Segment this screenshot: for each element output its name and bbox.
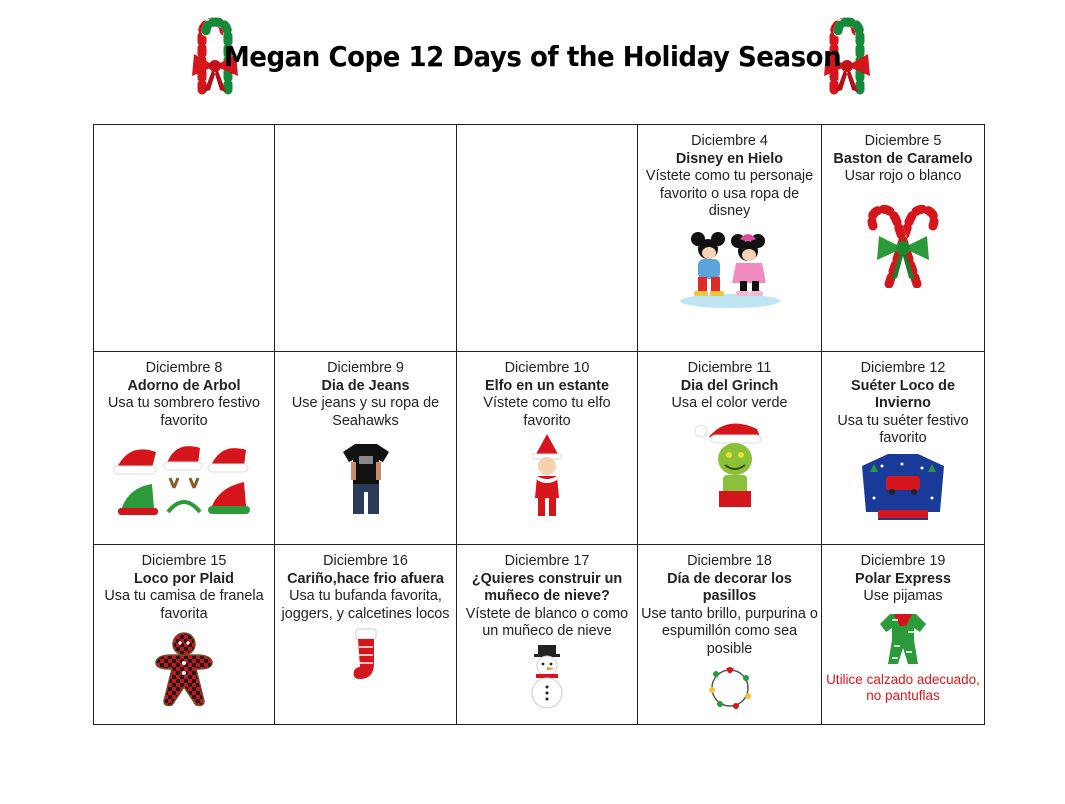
festive-hats-icon bbox=[112, 438, 256, 520]
day-date: Diciembre 5 bbox=[864, 133, 942, 149]
day-cell-december-4 bbox=[638, 125, 822, 352]
day-description: Use jeans y su ropa de Seahawks bbox=[291, 395, 440, 429]
grinch-icon bbox=[687, 417, 773, 509]
plaid-gingerbread-icon bbox=[152, 631, 216, 707]
day-date: Diciembre 17 bbox=[504, 553, 590, 569]
tshirt-jeans-icon bbox=[341, 442, 391, 514]
empty-cell bbox=[275, 125, 457, 352]
day-cell-december-15 bbox=[94, 545, 275, 725]
snowman-icon bbox=[524, 645, 570, 709]
day-description: Use pijamas bbox=[863, 588, 943, 604]
day-description: Usa tu bufanda favorita, joggers, y calcetines locos bbox=[281, 588, 450, 622]
day-date: Diciembre 18 bbox=[687, 553, 772, 569]
day-theme: Dia del Grinch bbox=[680, 377, 779, 394]
day-description: Use tanto brillo, purpurina o espumillón como sea posible bbox=[641, 605, 818, 657]
day-date: Diciembre 16 bbox=[323, 553, 408, 569]
day-cell-december-10 bbox=[457, 352, 638, 545]
day-cell-december-16 bbox=[275, 545, 457, 725]
day-theme: Suéter Loco de Invierno bbox=[851, 377, 955, 411]
day-description: Usar rojo o blanco bbox=[844, 168, 962, 184]
day-theme: Adorno de Arbol bbox=[127, 377, 241, 394]
day-description: Usa tu suéter festivo favorito bbox=[837, 412, 969, 446]
day-theme: Cariño,hace frio afuera bbox=[287, 570, 444, 587]
christmas-lights-wreath-icon bbox=[698, 664, 762, 714]
day-theme: Dia de Jeans bbox=[321, 377, 410, 394]
day-theme: Elfo en un estante bbox=[485, 377, 609, 394]
day-description: Usa el color verde bbox=[671, 395, 788, 411]
day-cell-december-9 bbox=[275, 352, 457, 545]
day-theme: Polar Express bbox=[855, 570, 951, 587]
day-date: Diciembre 11 bbox=[687, 360, 772, 376]
elf-icon bbox=[527, 434, 567, 524]
day-cell-december-18 bbox=[638, 545, 822, 725]
day-theme: Loco por Plaid bbox=[134, 570, 234, 587]
day-theme: Disney en Hielo bbox=[675, 150, 784, 167]
stocking-icon bbox=[350, 627, 382, 683]
day-description: Vístete de blanco o como un muñeco de nieve bbox=[465, 605, 629, 639]
day-cell-december-17 bbox=[457, 545, 638, 725]
day-cell-december-5 bbox=[822, 125, 985, 352]
day-note: Utilice calzado adecuado, no pantuflas bbox=[826, 671, 980, 703]
day-date: Diciembre 19 bbox=[860, 553, 946, 569]
empty-cell bbox=[94, 125, 275, 352]
day-theme: Baston de Caramelo bbox=[833, 150, 973, 167]
day-date: Diciembre 12 bbox=[860, 360, 946, 376]
day-date: Diciembre 4 bbox=[691, 133, 768, 149]
candy-cane-icon bbox=[855, 200, 951, 288]
day-date: Diciembre 15 bbox=[141, 553, 227, 569]
page-title: Megan Cope 12 Days of the Holiday Season bbox=[223, 40, 842, 73]
day-date: Diciembre 9 bbox=[327, 360, 404, 376]
mickey-minnie-skating-icon bbox=[678, 229, 782, 309]
calendar-table bbox=[93, 124, 985, 725]
day-description: Vístete como tu elfo favorito bbox=[483, 395, 611, 429]
day-theme: Día de decorar los pasillos bbox=[667, 570, 792, 604]
day-description: Vístete como tu personaje favorito o usa ropa de disney bbox=[645, 168, 814, 219]
day-cell-december-8 bbox=[94, 352, 275, 545]
pajamas-icon bbox=[878, 612, 928, 666]
day-theme: ¿Quieres construir un muñeco de nieve? bbox=[471, 570, 623, 604]
day-date: Diciembre 8 bbox=[145, 360, 223, 376]
day-cell-december-12 bbox=[822, 352, 985, 545]
empty-cell bbox=[457, 125, 638, 352]
day-description: Usa tu camisa de franela favorita bbox=[104, 588, 264, 622]
day-description: Usa tu sombrero festivo favorito bbox=[108, 395, 260, 429]
ugly-sweater-icon bbox=[860, 452, 946, 522]
day-cell-december-11 bbox=[638, 352, 822, 545]
day-cell-december-19 bbox=[822, 545, 985, 725]
day-date: Diciembre 10 bbox=[504, 360, 590, 376]
